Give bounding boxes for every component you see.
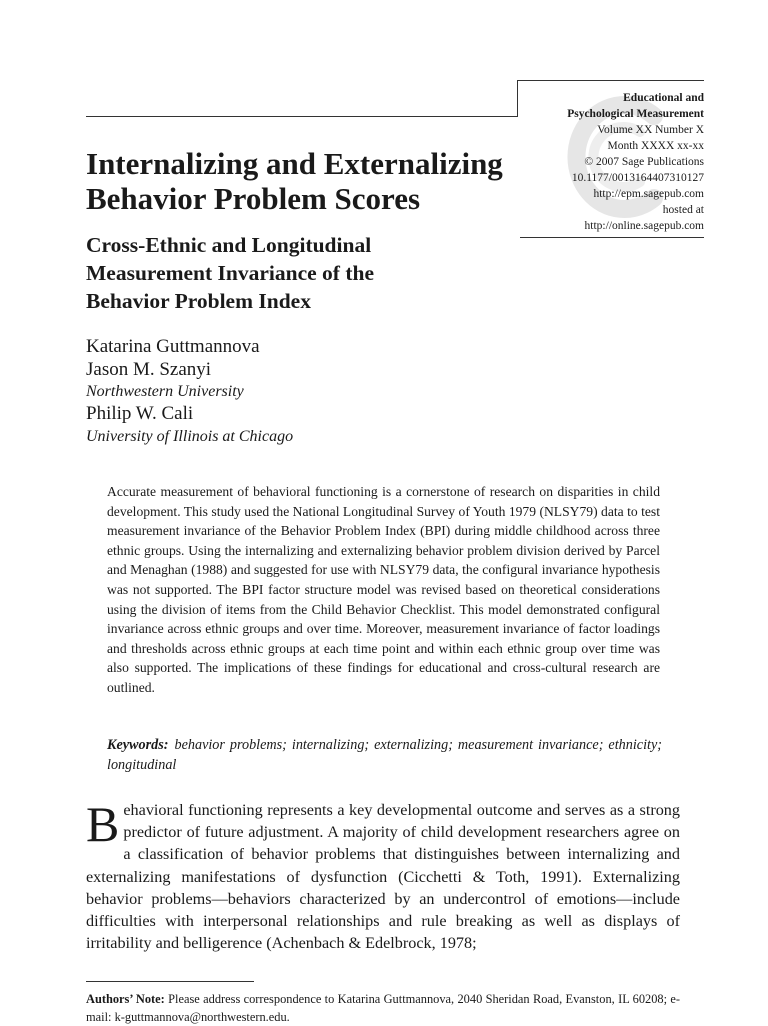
journal-name-line1: Educational and bbox=[623, 92, 704, 104]
drop-cap: B bbox=[86, 796, 120, 852]
author-block bbox=[86, 336, 516, 448]
authors-note bbox=[86, 990, 680, 1026]
header-rule-left bbox=[86, 116, 518, 117]
subtitle-line-1: Cross-Ethnic and Longitudinal bbox=[86, 233, 372, 257]
keywords bbox=[107, 735, 662, 775]
subtitle-line-3: Behavior Problem Index bbox=[86, 289, 311, 313]
journal-copyright: © 2007 Sage Publications bbox=[584, 156, 704, 168]
keywords-list: behavior problems; internalizing; externalizing; measurement invariance; ethnicity; longitudinal bbox=[107, 737, 662, 773]
keywords-label: Keywords: bbox=[107, 737, 169, 753]
body-paragraph bbox=[86, 796, 680, 954]
abstract: Accurate measurement of behavioral functioning is a cornerstone of research on disparities in child development. This study used the National Longitudinal Survey of Youth 1979 (NLSY79) data to test measurement invariance of the Behavior Problem Index (BPI) during middle childhood across three ethnic groups. Using the internalizing and externalizing behavior problem division derived by Parcel and Menaghan (1988) and suggested for use with NLSY79 data, the configural invariance hypothesis was not supported. The BPI factor structure model was revised based on theoretical considerations using the division of items from the Child Behavior Checklist. This model demonstrated configural invariance across ethnic groups and over time. Moreover, measurement invariance of factor loadings and thresholds across ethnic groups at each time point and within each ethnic group over time was also supported. The implications of these findings for educational and cross-cultural research are outlined. bbox=[107, 484, 660, 695]
journal-volume: Volume XX Number X bbox=[597, 124, 704, 136]
header-rule-top bbox=[517, 80, 704, 81]
body-text: ehavioral functioning represents a key developmental outcome and serves as a strong predictor of future adjustment. A majority of child development researchers agree on a classification of behavior problems that distinguishes between internalizing and externalizing manifestations of dysfunction (Cicchetti & Toth, 1991). Externalizing behavior problems—behaviors characterized by an undercontrol of emotions—include difficulties with interpersonal relationships and rule breaking as well as displays of irritability and belligerence (Achenbach & Edelbrock, 1978; bbox=[86, 801, 680, 953]
article-title bbox=[86, 146, 516, 216]
journal-name-line2: Psychological Measurement bbox=[567, 108, 704, 120]
header-rule-bottom bbox=[520, 237, 704, 238]
author-affiliation: University of Illinois at Chicago bbox=[86, 427, 294, 445]
author-affiliation: Northwestern University bbox=[86, 383, 244, 400]
author-name: Philip W. Cali bbox=[86, 403, 194, 424]
author-name: Katarina Guttmannova bbox=[86, 336, 260, 357]
journal-month: Month XXXX xx-xx bbox=[607, 140, 704, 152]
subtitle-line-2: Measurement Invariance of the bbox=[86, 261, 375, 285]
article-subtitle bbox=[86, 231, 516, 315]
journal-info bbox=[504, 90, 704, 234]
footnote-rule bbox=[86, 981, 254, 982]
footnote-label: Authors’ Note: bbox=[86, 992, 165, 1006]
title-line-2: Behavior Problem Scores bbox=[86, 181, 421, 216]
journal-url: http://epm.sagepub.com bbox=[593, 188, 704, 200]
footnote-text: Please address correspondence to Katarina Guttmannova, 2040 Sheridan Road, Evanston, IL 60208; e-mail: k-guttmannova@northwestern.edu. bbox=[86, 992, 680, 1024]
journal-hosted-url: http://online.sagepub.com bbox=[584, 220, 704, 232]
author-name: Jason M. Szanyi bbox=[86, 358, 212, 380]
title-line-1: Internalizing and Externalizing bbox=[86, 146, 503, 181]
journal-doi: 10.1177/0013164407310127 bbox=[571, 172, 704, 184]
journal-hosted-label: hosted at bbox=[662, 204, 704, 216]
